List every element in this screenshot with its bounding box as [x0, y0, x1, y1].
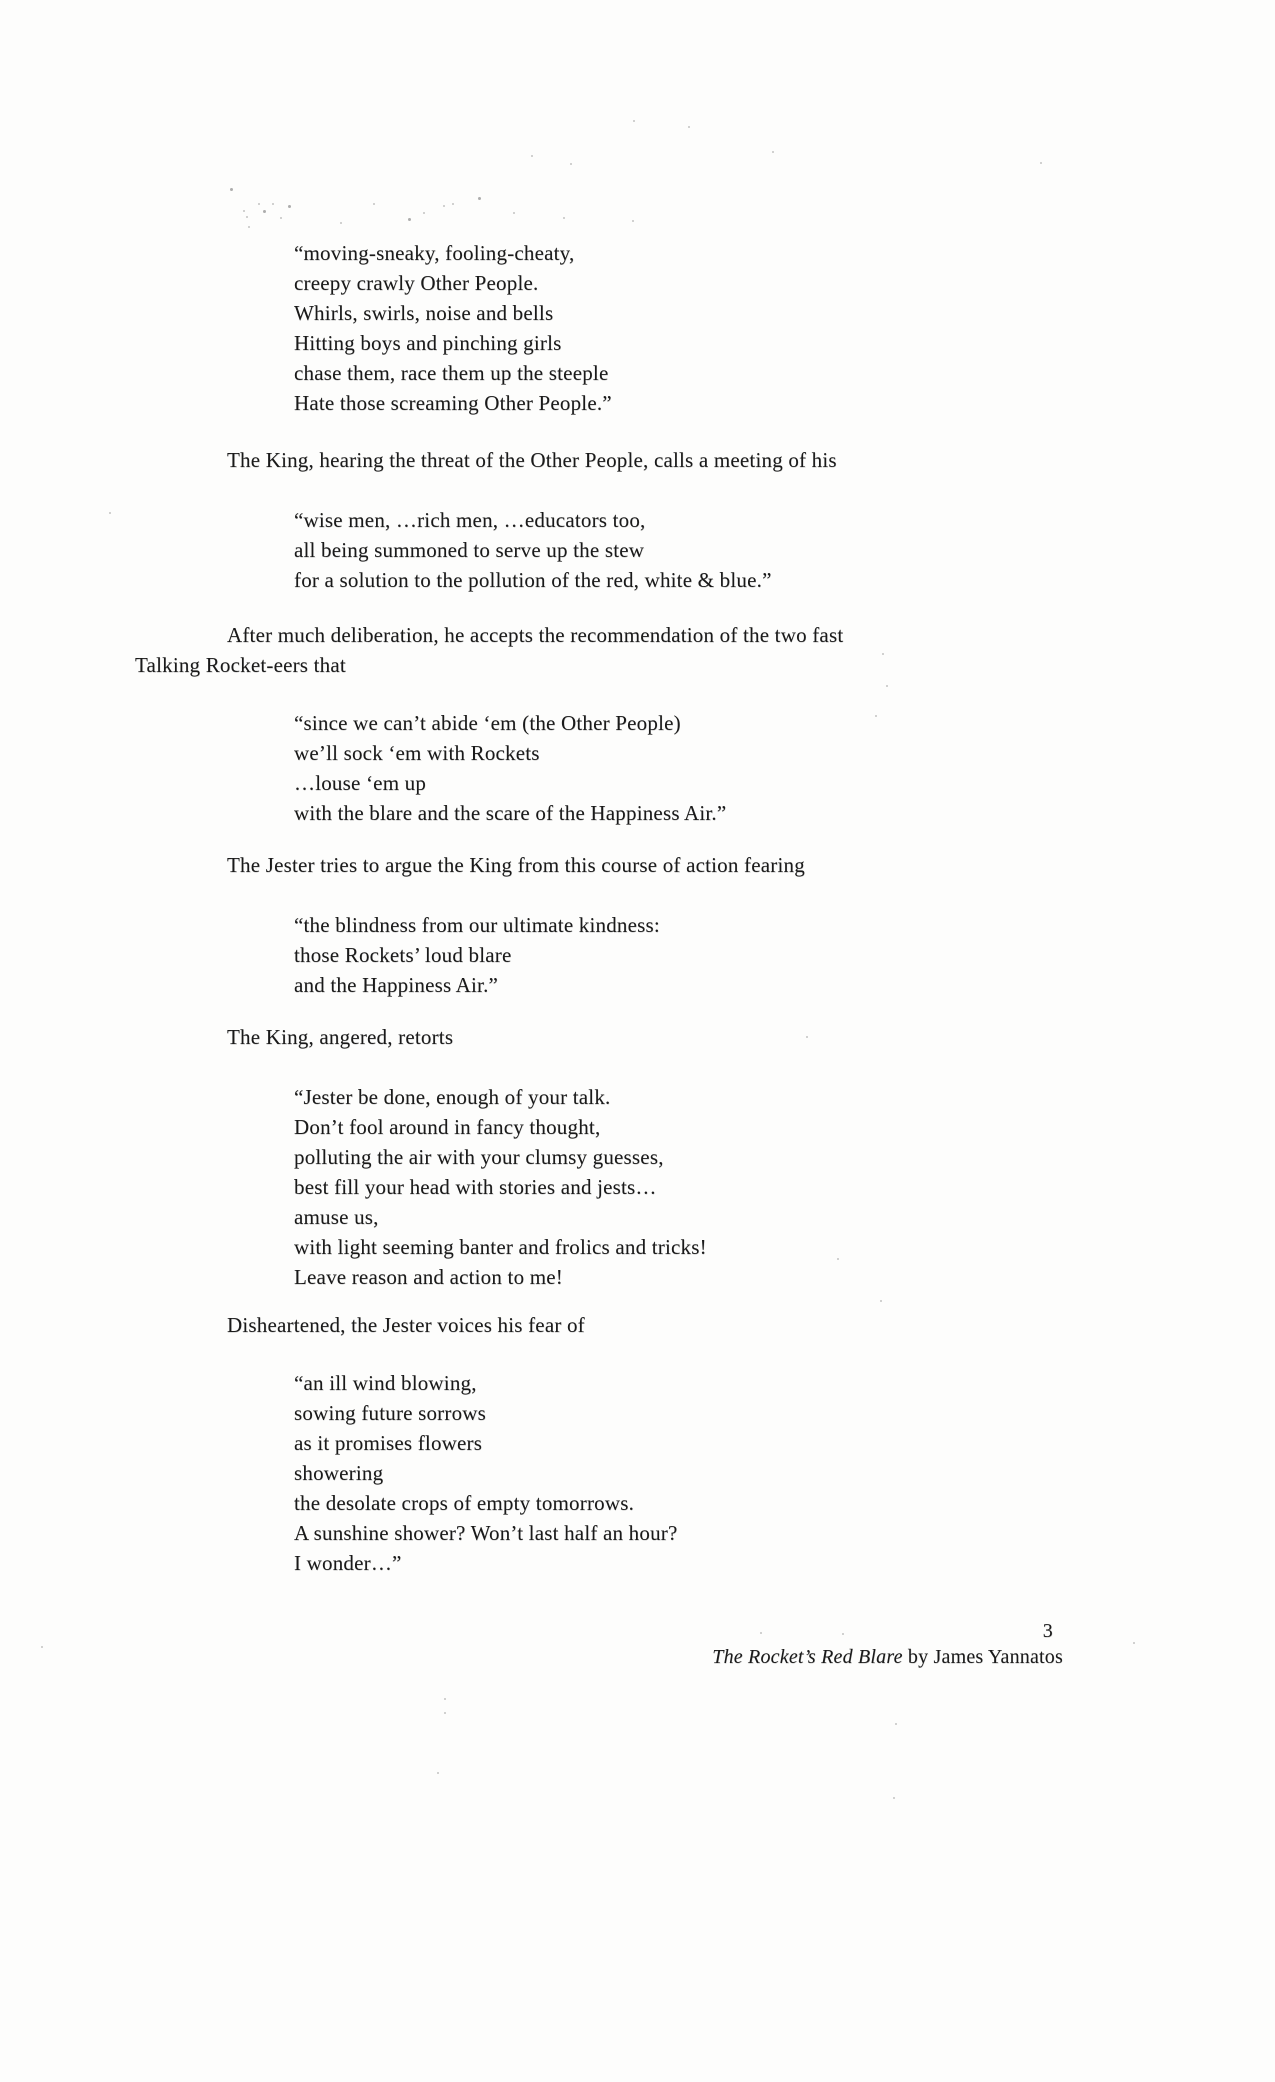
scan-speckle	[444, 1712, 446, 1714]
scan-speckle	[886, 685, 888, 687]
scan-speckle	[230, 188, 233, 191]
scan-speckle	[408, 218, 411, 221]
stanza-line: Leave reason and action to me!	[294, 1265, 563, 1289]
narrator-paragraph	[135, 1022, 1135, 1052]
narrator-paragraph	[135, 620, 1135, 680]
scan-speckle	[452, 203, 454, 205]
stanza-line: Hitting boys and pinching girls	[294, 331, 562, 355]
scan-speckle	[893, 1797, 895, 1799]
scan-speckle	[882, 653, 884, 655]
stanza-quote	[294, 505, 1114, 595]
scan-speckle	[243, 210, 245, 212]
stanza-line: best fill your head with stories and jests…	[294, 1175, 657, 1199]
scan-speckle	[880, 1300, 882, 1302]
scan-speckle	[288, 205, 291, 208]
narrator-line: The Jester tries to argue the King from this course of action fearing	[227, 853, 805, 877]
scan-speckle	[109, 512, 111, 514]
scan-speckle	[248, 226, 250, 228]
narrator-line: Talking Rocket-eers that	[135, 653, 346, 677]
scan-speckle	[263, 210, 266, 213]
stanza-line: Whirls, swirls, noise and bells	[294, 301, 554, 325]
scan-speckle	[423, 212, 425, 214]
stanza-line: we’ll sock ‘em with Rockets	[294, 741, 540, 765]
scan-speckle	[772, 151, 774, 153]
stanza-line: as it promises flowers	[294, 1431, 483, 1455]
stanza-line: all being summoned to serve up the stew	[294, 538, 645, 562]
narrator-paragraph	[135, 445, 1135, 475]
stanza-line: polluting the air with your clumsy guesses,	[294, 1145, 664, 1169]
page-number: 3	[1042, 1620, 1053, 1642]
stanza-quote	[294, 708, 1114, 828]
stanza-line: and the Happiness Air.”	[294, 973, 499, 997]
stanza-line: I wonder…”	[294, 1551, 402, 1575]
stanza-line: Don’t fool around in fancy thought,	[294, 1115, 601, 1139]
scan-speckle	[373, 203, 375, 205]
stanza-line: “wise men, …rich men, …educators too,	[294, 508, 646, 532]
scan-speckle	[806, 1036, 808, 1038]
stanza-line: …louse ‘em up	[294, 771, 427, 795]
stanza-line: “Jester be done, enough of your talk.	[294, 1085, 611, 1109]
stanza-line: with the blare and the scare of the Happiness Air.”	[294, 801, 727, 825]
stanza-line: showering	[294, 1461, 384, 1485]
scan-speckle	[340, 222, 342, 224]
narrator-line: The King, angered, retorts	[227, 1025, 454, 1049]
stanza-line: for a solution to the pollution of the red, white & blue.”	[294, 568, 772, 592]
scan-speckle	[632, 220, 634, 222]
scan-speckle	[443, 205, 445, 207]
narrator-paragraph	[135, 850, 1135, 880]
stanza-line: “the blindness from our ultimate kindness:	[294, 913, 660, 937]
stanza-line: those Rockets’ loud blare	[294, 943, 512, 967]
scan-speckle	[444, 1698, 446, 1700]
author-byline: by James Yannatos	[902, 1646, 1063, 1668]
narrator-line: After much deliberation, he accepts the recommendation of the two fast	[227, 623, 844, 647]
footer-attribution	[712, 1645, 1063, 1669]
scan-speckle	[1040, 162, 1042, 164]
scan-speckle	[563, 217, 565, 219]
stanza-line: creepy crawly Other People.	[294, 271, 539, 295]
scan-speckle	[875, 715, 877, 717]
narrator-line: The King, hearing the threat of the Other People, calls a meeting of his	[227, 448, 837, 472]
stanza-line: with light seeming banter and frolics and tricks!	[294, 1235, 707, 1259]
stanza-quote	[294, 1082, 1114, 1292]
stanza-line: “moving-sneaky, fooling-cheaty,	[294, 241, 575, 265]
scan-speckle	[280, 217, 282, 219]
scan-speckle	[246, 216, 248, 218]
stanza-line: amuse us,	[294, 1205, 379, 1229]
stanza-quote	[294, 1368, 1114, 1578]
stanza-line: A sunshine shower? Won’t last half an hour?	[294, 1521, 678, 1545]
narrator-paragraph	[135, 1310, 1135, 1340]
scan-speckle	[437, 1772, 439, 1774]
scan-speckle	[633, 120, 635, 122]
scan-speckle	[258, 203, 260, 205]
stanza-line: Hate those screaming Other People.”	[294, 391, 612, 415]
scan-speckle	[688, 126, 690, 128]
work-title: The Rocket’s Red Blare	[712, 1646, 903, 1668]
page-footer	[712, 1619, 1063, 1669]
scan-speckle	[895, 1723, 897, 1725]
scan-speckle	[570, 163, 572, 165]
stanza-line: sowing future sorrows	[294, 1401, 487, 1425]
stanza-quote	[294, 910, 1114, 1000]
stanza-line: “since we can’t abide ‘em (the Other People)	[294, 711, 681, 735]
narrator-line: Disheartened, the Jester voices his fear of	[227, 1313, 585, 1337]
scan-speckle	[842, 1633, 844, 1635]
scan-speckle	[513, 212, 515, 214]
scan-speckle	[837, 1258, 839, 1260]
stanza-quote	[294, 238, 1114, 418]
scan-speckle	[531, 155, 533, 157]
stanza-line: chase them, race them up the steeple	[294, 361, 609, 385]
scan-speckle	[41, 1646, 43, 1648]
scan-speckle	[1133, 1642, 1135, 1644]
scan-speckle	[478, 197, 481, 200]
scan-speckle	[272, 203, 274, 205]
stanza-line: “an ill wind blowing,	[294, 1371, 477, 1395]
scan-speckle	[760, 1632, 762, 1634]
stanza-line: the desolate crops of empty tomorrows.	[294, 1491, 635, 1515]
